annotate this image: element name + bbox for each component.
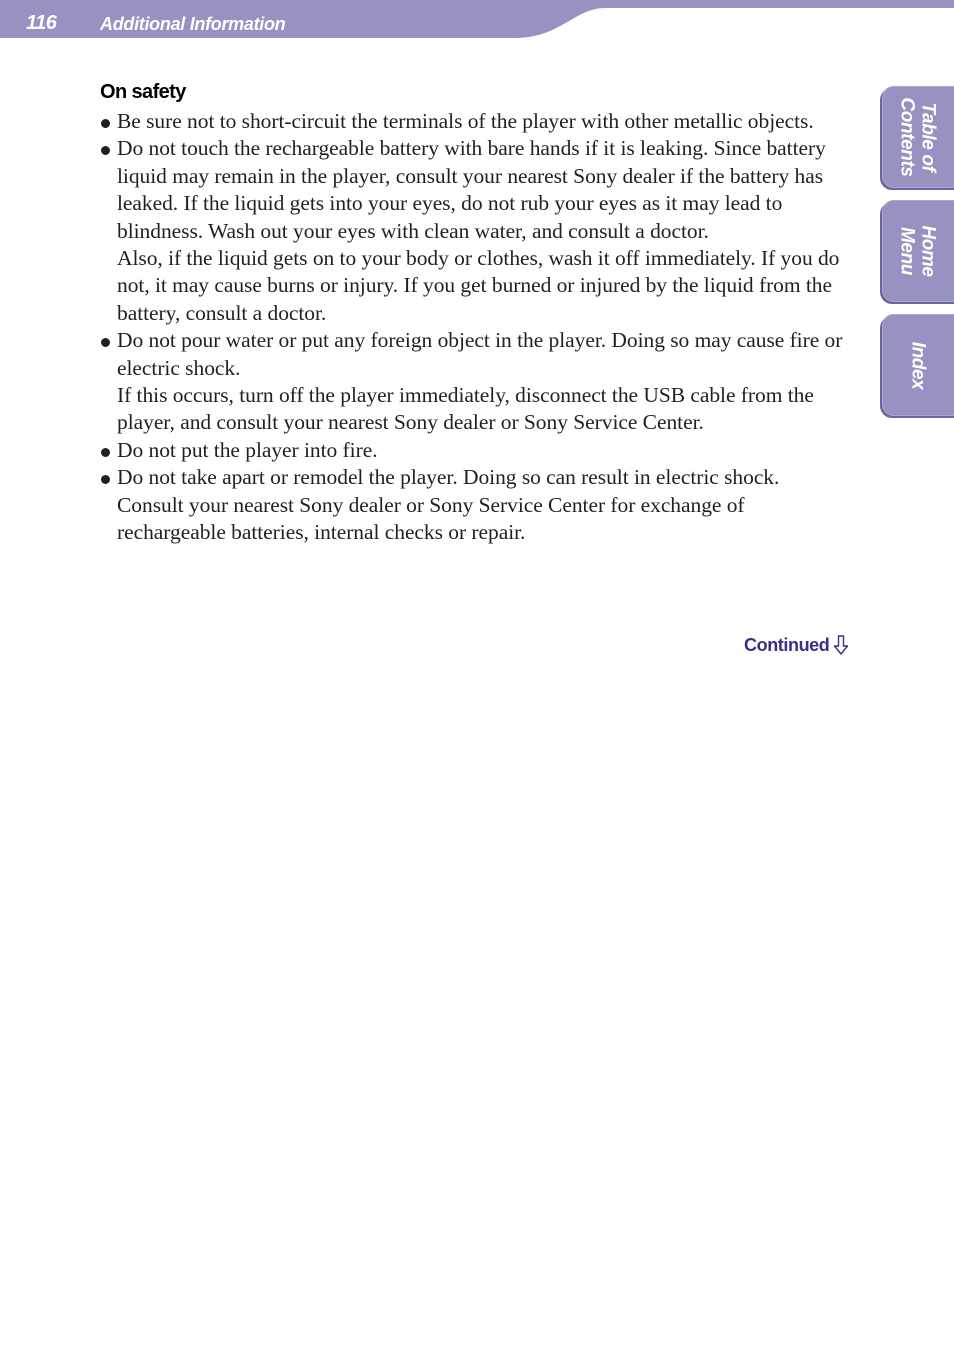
list-item-text: Do not touch the rechargeable battery with bare hands if it is leaking. Since battery liquid may remain in the player, consult your nearest Sony dealer if the battery has leaked. If the liquid gets into your eyes, do not rub your eyes as it may lead to blindness. Wash out your eyes with clean water, and consult a doctor.	[117, 136, 826, 243]
list-item-text: Do not take apart or remodel the player. Doing so can result in electric shock. Consult your nearest Sony dealer or Sony Service Center for exchange of rechargeable batteries, internal checks or repair.	[117, 465, 780, 545]
list-item-text: If this occurs, turn off the player immediately, disconnect the USB cable from the player, and consult your nearest Sony dealer or Sony Service Center.	[117, 383, 814, 435]
tab-label-index: Index	[907, 341, 929, 389]
down-arrow-icon	[833, 635, 849, 655]
tab-label-table-of-contents: Table of Contents	[897, 97, 940, 177]
tab-index[interactable]	[882, 314, 954, 416]
page-number: 116	[26, 12, 57, 34]
list-item-text: Be sure not to short-circuit the terminals of the player with other metallic objects.	[117, 109, 814, 133]
section-heading: On safety	[100, 81, 186, 103]
bullet-icon	[101, 475, 110, 484]
bullet-icon	[101, 338, 110, 347]
bullet-icon	[101, 146, 110, 155]
tab-label-home-menu: Home Menu	[896, 225, 939, 277]
tab-table-of-contents[interactable]	[882, 86, 954, 188]
list-item	[100, 135, 845, 327]
list-item-text: Also, if the liquid gets on to your body or clothes, wash it off immediately. If you do not, it may cause burns or injury. If you get burned or injured by the liquid from the battery, consult a doctor.	[117, 246, 840, 325]
main-content	[100, 78, 845, 547]
tab-home-menu[interactable]	[882, 200, 954, 302]
list-item	[100, 108, 845, 135]
bullet-icon	[101, 119, 110, 128]
safety-list	[100, 108, 845, 547]
continued-label: Continued	[744, 635, 830, 655]
bullet-icon	[101, 448, 110, 457]
continued-link[interactable]	[744, 632, 849, 658]
list-item	[100, 437, 845, 464]
list-item	[100, 464, 845, 546]
section-title: Additional Information	[100, 14, 286, 34]
list-item-text: Do not put the player into fire.	[117, 437, 378, 462]
list-item	[100, 327, 845, 437]
list-item-text: Do not pour water or put any foreign object in the player. Doing so may cause fire or electric shock.	[117, 328, 843, 380]
